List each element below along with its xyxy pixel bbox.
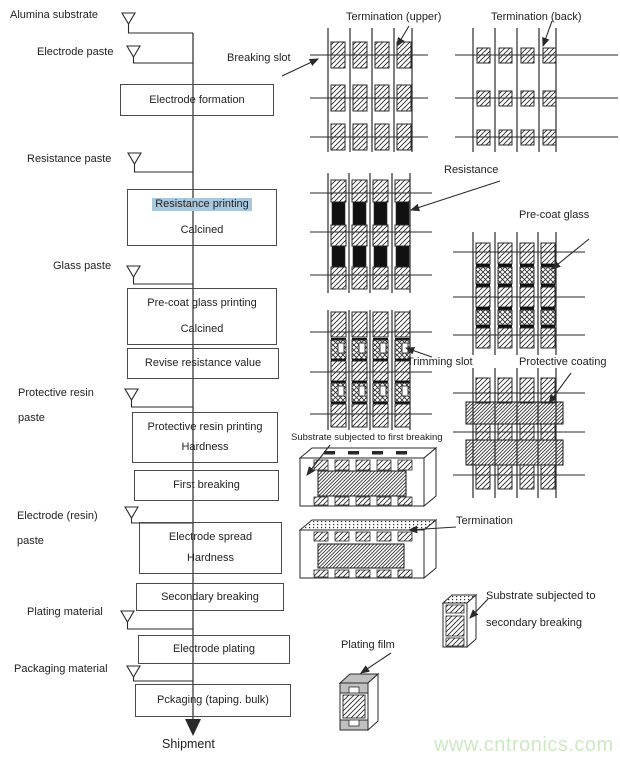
chip-secondary-breaking-3d bbox=[443, 595, 476, 647]
input-label-glass-paste: Glass paste bbox=[53, 260, 112, 272]
annotation-secondary-breaking-substrate bbox=[486, 583, 595, 637]
step-sublabel: Hardness bbox=[181, 441, 229, 453]
step-revise-resistance-value bbox=[127, 348, 279, 379]
step-label: Secondary breaking bbox=[161, 590, 259, 603]
input-label-line: paste bbox=[17, 535, 44, 547]
annotation-breaking-slot: Breaking slot bbox=[227, 52, 291, 64]
grid-trimming-slot bbox=[310, 310, 432, 430]
annotation-first-breaking-substrate: Substrate subjected to first breaking bbox=[291, 432, 443, 443]
grid-termination-upper bbox=[310, 28, 428, 152]
pre-coat-glass-arrow bbox=[552, 239, 589, 269]
chip-plating-film-3d bbox=[340, 674, 378, 730]
step-electrode-formation bbox=[120, 84, 274, 116]
step-label: Electrode spread bbox=[168, 531, 253, 543]
funnel-icon bbox=[121, 611, 134, 622]
grid-resistance bbox=[310, 173, 432, 293]
funnel-icon bbox=[128, 153, 141, 164]
resistance-arrow bbox=[411, 181, 500, 210]
grid-termination-back bbox=[455, 28, 618, 152]
step-electrode-plating bbox=[138, 635, 290, 664]
annotation-protective-coating: Protective coating bbox=[519, 356, 607, 368]
termination-back-arrow bbox=[543, 21, 552, 46]
input-label-protective-resin-paste bbox=[18, 381, 94, 431]
input-label-electrode-resin-paste bbox=[17, 504, 98, 554]
step-pre-coat-glass-printing bbox=[127, 288, 277, 345]
step-label: First breaking bbox=[173, 479, 240, 491]
annotation-resistance: Resistance bbox=[444, 164, 499, 176]
step-label-highlighted: Resistance printing bbox=[152, 198, 252, 211]
step-sublabel: Hardness bbox=[186, 552, 235, 564]
step-label: Protective resin printing bbox=[147, 421, 263, 433]
funnel-icon bbox=[125, 389, 138, 400]
grid-pre-coat-glass bbox=[453, 232, 585, 355]
annotation-trimming-slot: Trimming slot bbox=[407, 356, 473, 368]
step-sublabel: Calcined bbox=[180, 323, 224, 335]
annotation-pre-coat-glass: Pre-coat glass bbox=[519, 209, 590, 221]
annotation-line: Substrate subjected to bbox=[486, 590, 596, 602]
annotation-termination: Termination bbox=[456, 515, 513, 527]
step-secondary-breaking bbox=[136, 583, 284, 611]
input-label-electrode-paste: Electrode paste bbox=[37, 46, 114, 58]
step-packaging bbox=[135, 684, 291, 717]
input-label-resistance-paste: Resistance paste bbox=[27, 153, 112, 165]
plating-film-arrow bbox=[361, 653, 391, 673]
step-sublabel: Calcined bbox=[180, 224, 224, 236]
grid-protective-coating bbox=[453, 368, 585, 498]
input-label-packaging-material: Packaging material bbox=[14, 663, 108, 675]
step-resistance-printing bbox=[127, 189, 277, 246]
step-label: Pckaging (taping. bulk) bbox=[157, 694, 269, 706]
shipment-arrow-icon bbox=[185, 719, 201, 736]
annotation-termination-back: Termination (back) bbox=[491, 11, 582, 23]
annotation-line: secondary breaking bbox=[486, 617, 583, 629]
substrate-termination-3d bbox=[300, 520, 436, 578]
annotation-plating-film: Plating film bbox=[341, 639, 395, 651]
step-label: Electrode formation bbox=[149, 93, 245, 106]
step-label: Revise resistance value bbox=[144, 357, 262, 369]
input-label-line: Electrode (resin) bbox=[17, 510, 98, 522]
shipment-label: Shipment bbox=[162, 737, 215, 751]
input-label-alumina-substrate: Alumina substrate bbox=[10, 9, 99, 21]
funnel-icon bbox=[127, 46, 140, 57]
step-label: Pre-coat glass printing bbox=[147, 297, 257, 309]
step-label: Electrode plating bbox=[173, 643, 255, 655]
input-label-line: Protective resin bbox=[18, 387, 94, 399]
input-label-line: paste bbox=[18, 412, 45, 424]
annotation-termination-upper: Termination (upper) bbox=[346, 11, 442, 23]
watermark: www.cntronics.com bbox=[434, 734, 614, 756]
step-first-breaking bbox=[134, 470, 279, 501]
funnel-icon bbox=[122, 13, 135, 24]
step-protective-resin-printing bbox=[132, 412, 278, 463]
funnel-icon bbox=[127, 666, 140, 677]
step-electrode-spread bbox=[139, 522, 282, 574]
input-label-plating-material: Plating material bbox=[27, 606, 103, 618]
funnel-icon bbox=[127, 266, 140, 277]
funnel-icon bbox=[125, 507, 138, 518]
